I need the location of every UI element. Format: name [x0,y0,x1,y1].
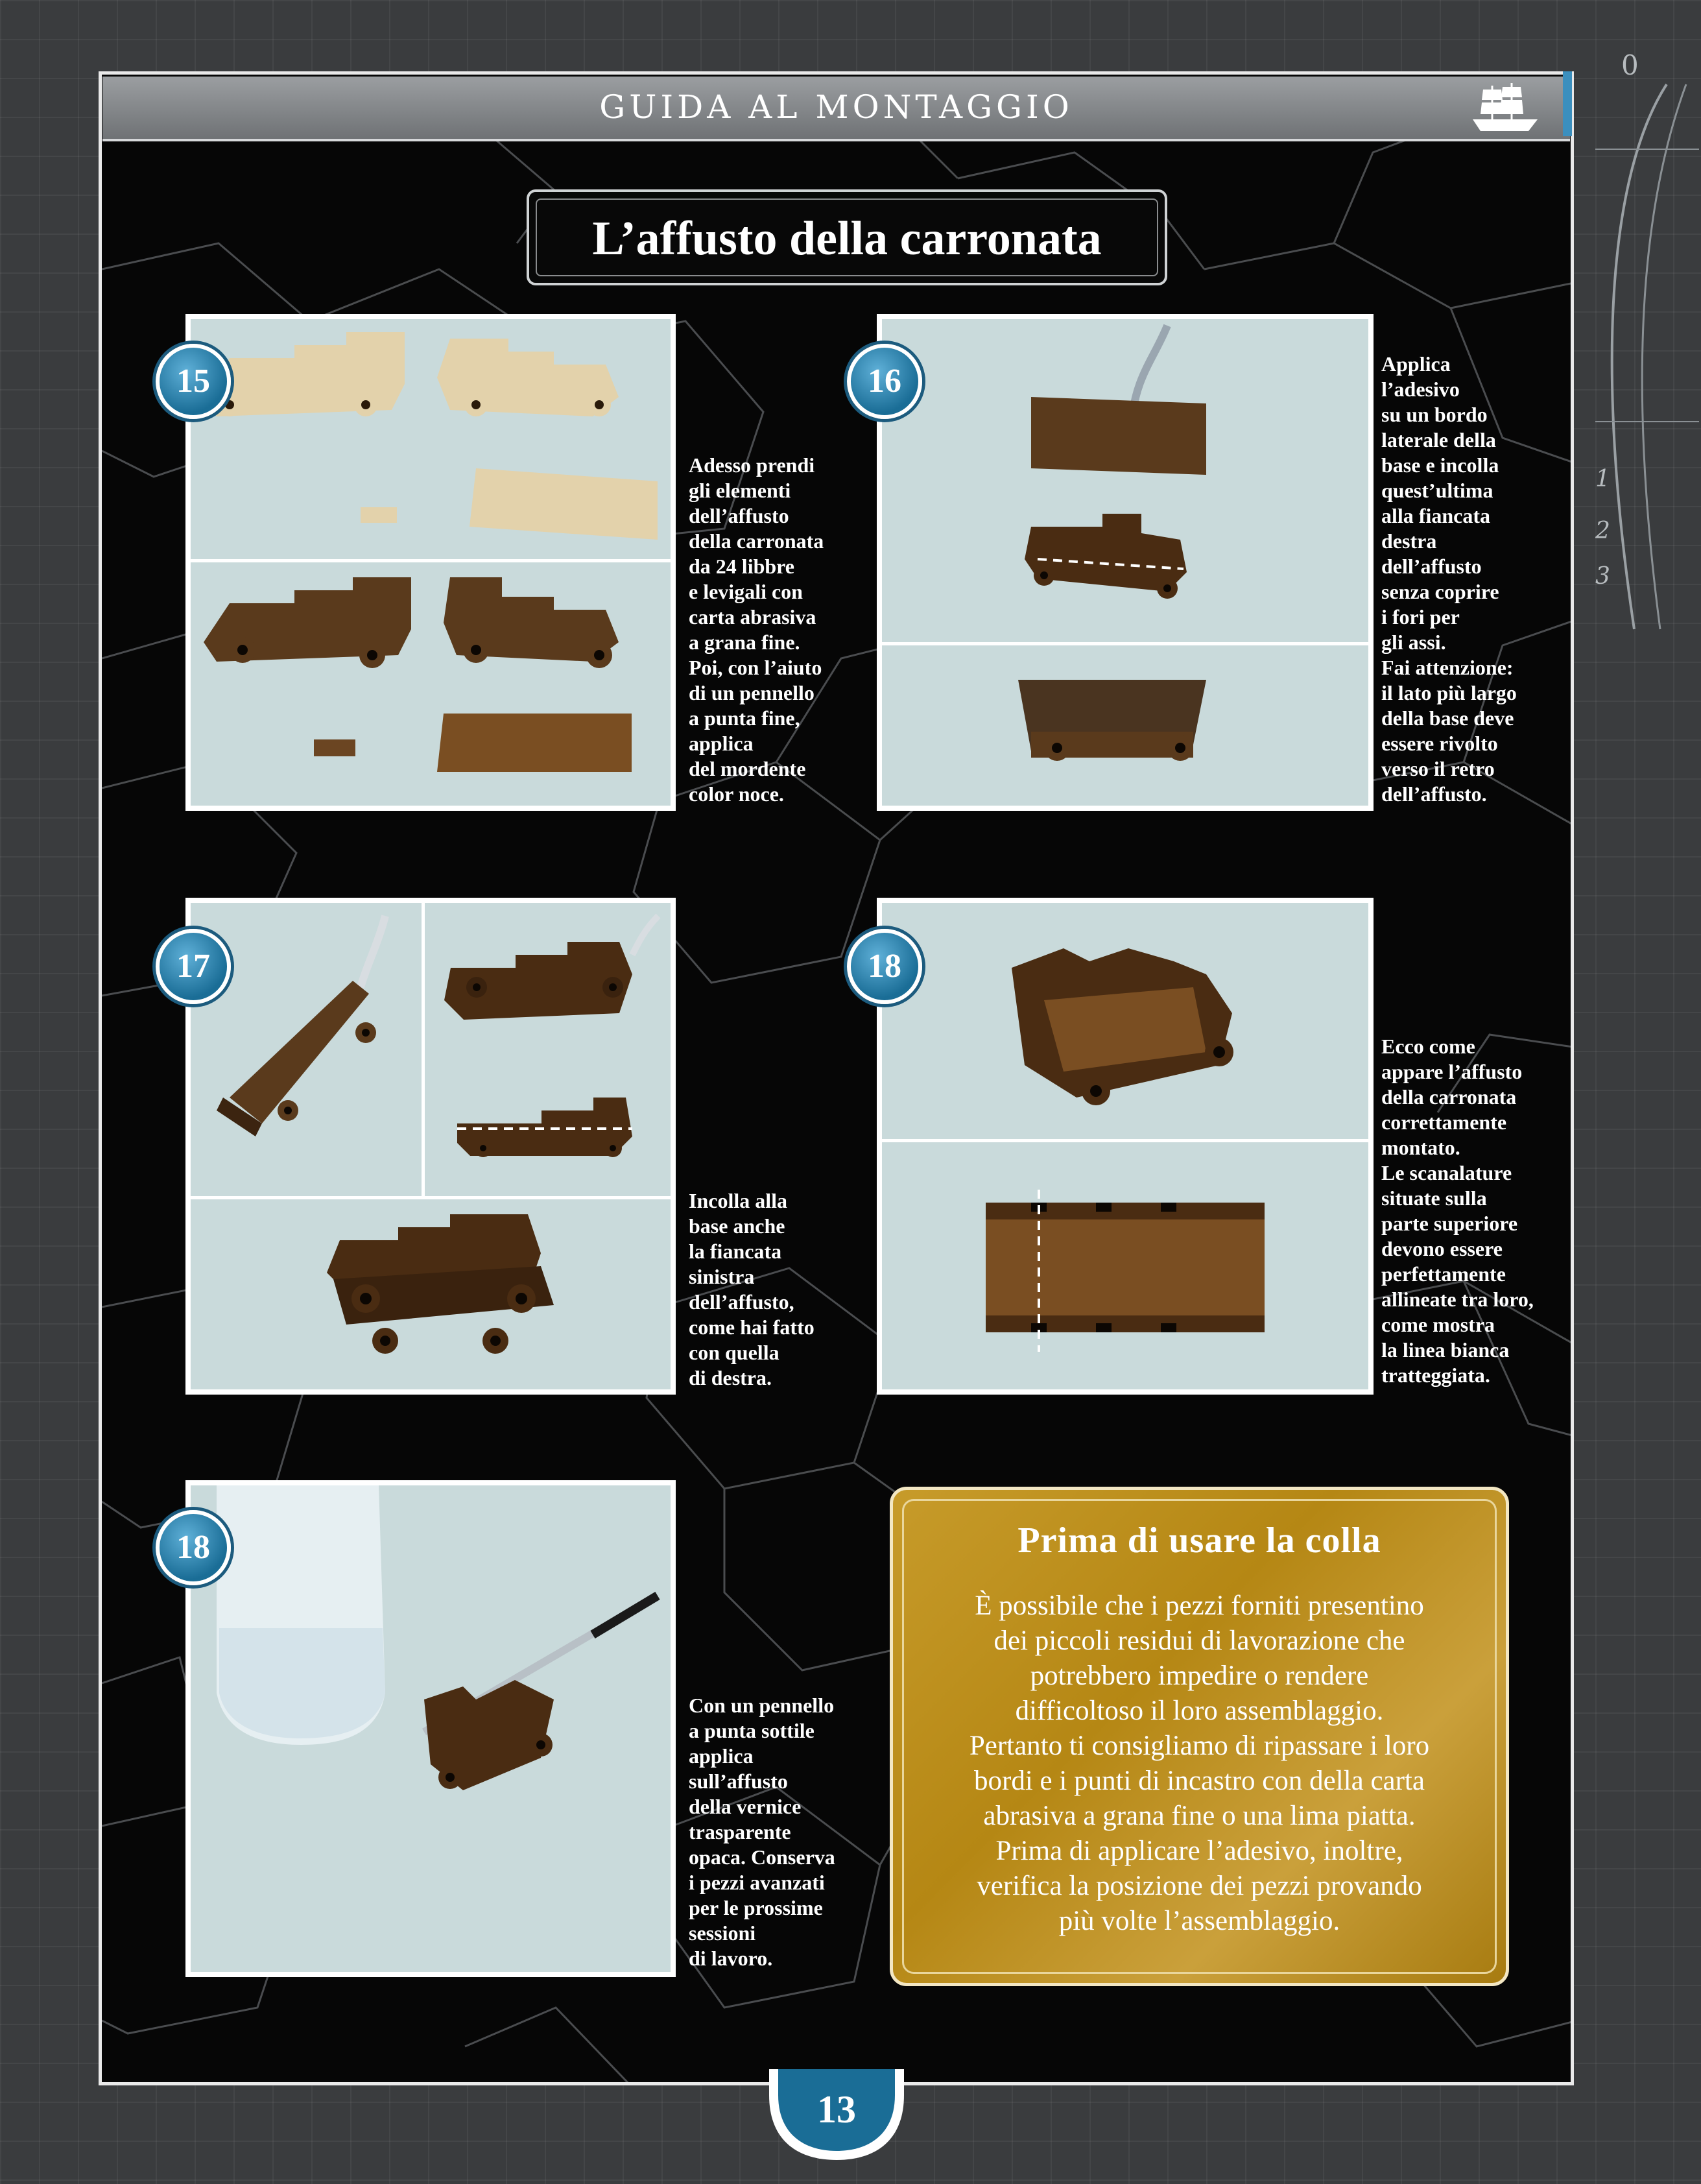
step-18-line: situate sulla [1381,1186,1487,1210]
assembled-sides-image [191,1201,671,1389]
tip-box-title: Prima di usare la colla [1017,1520,1381,1561]
step-17-line: con quella [689,1341,779,1364]
blueprint-label-2: 2 [1595,518,1610,544]
step-16-line: gli assi. [1381,630,1446,654]
step-15-line: a grana fine. [689,630,800,654]
tip-box-line: difficoltoso il loro assemblaggio. [1015,1696,1384,1726]
step-17-text [689,1188,815,1391]
step-16-line: essere rivolto [1381,732,1498,755]
step-17-line: sinistra [689,1265,755,1288]
step-varnish-line: sull’affusto [689,1770,788,1793]
step-18-line: allineate tra loro, [1381,1288,1534,1311]
step-15-line: a punta fine, [689,706,800,730]
step-18-line: correttamente [1381,1110,1507,1134]
step-16-photos [882,319,1368,806]
step-16-line: verso il retro [1381,757,1495,780]
step-16-line: Applica [1381,352,1451,376]
step-18-line: perfettamente [1381,1262,1506,1286]
step-18-line: appare l’affusto [1381,1060,1523,1083]
tip-box-body [925,1589,1473,1939]
tip-box [890,1487,1509,1986]
step-16-line: senza coprire [1381,580,1499,603]
step-17-photos [191,903,671,1389]
step-15-line: Poi, con l’aiuto [689,656,822,679]
step-16-line: Fai attenzione: [1381,656,1514,679]
step-15-badge: 15 [156,344,231,419]
step-16-line: laterale della [1381,428,1496,451]
step-varnish-photos [191,1485,671,1972]
ship-blueprint-drawing [1582,45,1701,694]
raw-carriage-parts-image [191,319,671,559]
step-17-line: base anche [689,1214,785,1238]
step-varnish-line: di lavoro. [689,1947,773,1970]
step-varnish-line: opaca. Conserva [689,1845,835,1869]
tip-box-line: Pertanto ti consigliamo di ripassare i loro [969,1731,1430,1761]
step-17-line: dell’affusto, [689,1290,794,1314]
photo-divider [882,642,1368,645]
step-varnish-line: a punta sottile [689,1719,815,1742]
step-varnish-line: trasparente [689,1820,791,1843]
tip-box-line: potrebbero impedire o rendere [1030,1661,1369,1691]
step-varnish-line: applica [689,1744,754,1768]
step-15-line: carta abrasiva [689,605,816,629]
step-18-line: parte superiore [1381,1212,1518,1235]
step-15-line: applica [689,732,754,755]
varnish-application-image [191,1485,671,1972]
step-18-photos [882,903,1368,1389]
step-16-line: dell’affusto [1381,555,1482,578]
glue-on-base-image [882,319,1368,642]
step-varnish-line: sessioni [689,1921,756,1945]
step-16-badge: 16 [847,344,922,419]
step-15-text [689,453,824,807]
tip-box-line: verifica la posizione dei pezzi provando [977,1871,1422,1901]
page-title: L’affusto della carronata [592,212,1102,265]
tip-box-line: abrasiva a grana fine o una lima piatta. [983,1801,1416,1831]
step-varnish-line: della vernice [689,1795,802,1818]
photo-divider [191,1196,671,1199]
step-15-line: della carronata [689,529,824,553]
step-16-line: l’adesivo [1381,378,1460,401]
accent-strip [1563,71,1572,136]
tip-box-line: più volte l’assemblaggio. [1058,1906,1340,1936]
base-glued-to-side-image [882,647,1368,806]
left-side-piece-image [425,903,671,1196]
step-18-photo-panel [877,898,1374,1395]
tip-box-line: dei piccoli residui di lavorazione che [993,1626,1405,1656]
step-15-line: e levigali con [689,580,803,603]
header-title: GUIDA AL MONTAGGIO [599,88,1073,126]
step-18-line: Ecco come [1381,1035,1475,1058]
step-18-line: Le scanalature [1381,1161,1512,1184]
page-number-tab [765,2069,908,2173]
step-varnish-line: i pezzi avanzati [689,1871,825,1894]
ship-icon [1466,80,1544,135]
tip-box-line: Prima di applicare l’adesivo, inoltre, [995,1836,1403,1866]
step-15-line: Adesso prendi [689,453,815,477]
step-16-line: base e incolla [1381,453,1499,477]
step-15-line: gli elementi [689,479,791,502]
title-box [527,189,1167,285]
page-number: 13 [817,2088,856,2131]
step-18-line: della carronata [1381,1085,1517,1109]
assembled-carriage-image [882,903,1368,1139]
step-17-line: come hai fatto [689,1315,815,1339]
step-16-photo-panel [877,314,1374,811]
step-15-photo-panel [185,314,676,811]
blueprint-label-0: 0 [1621,49,1639,81]
step-16-line: su un bordo [1381,403,1488,426]
step-17-line: di destra. [689,1366,772,1389]
step-18-line: tratteggiata. [1381,1363,1490,1387]
step-16-line: quest’ultima [1381,479,1493,502]
step-16-line: i fori per [1381,605,1460,629]
tip-box-line: È possibile che i pezzi forniti presentino [975,1590,1424,1621]
blueprint-label-3: 3 [1595,563,1610,590]
stained-carriage-parts-image [191,564,671,806]
step-16-line: destra [1381,529,1437,553]
step-17-line: la fiancata [689,1240,782,1263]
step-15-photos [191,319,671,806]
blueprint-label-1: 1 [1595,466,1610,492]
step-18-line: montato. [1381,1136,1460,1159]
step-16-line: della base deve [1381,706,1514,730]
step-17-line: Incolla alla [689,1189,788,1212]
step-17-photo-panel [185,898,676,1395]
step-18-line: devono essere [1381,1237,1503,1260]
step-15-line: di un pennello [689,681,815,704]
step-15-line: da 24 libbre [689,555,794,578]
step-16-line: alla fiancata [1381,504,1490,527]
step-17-badge: 17 [156,929,231,1004]
step-varnish-photo-panel [185,1480,676,1977]
step-varnish-badge: 18 [156,1510,231,1585]
step-15-line: color noce. [689,782,784,806]
photo-divider [882,1139,1368,1142]
header-band [102,77,1570,141]
step-varnish-line: Con un pennello [689,1694,835,1717]
step-15-line: del mordente [689,757,806,780]
step-varnish-line: per le prossime [689,1896,823,1919]
step-18-line: come mostra [1381,1313,1495,1336]
step-varnish-text [689,1693,835,1971]
step-18-text [1381,1034,1534,1388]
tip-box-line: bordi e i punti di incastro con della carta [974,1766,1425,1796]
step-16-line: il lato più largo [1381,681,1517,704]
carriage-top-view-image [882,1144,1368,1389]
step-16-text [1381,352,1517,807]
step-18-line: la linea bianca [1381,1338,1510,1362]
step-18-badge: 18 [847,929,922,1004]
step-16-line: dell’affusto. [1381,782,1487,806]
step-15-line: dell’affusto [689,504,789,527]
photo-divider [191,559,671,562]
